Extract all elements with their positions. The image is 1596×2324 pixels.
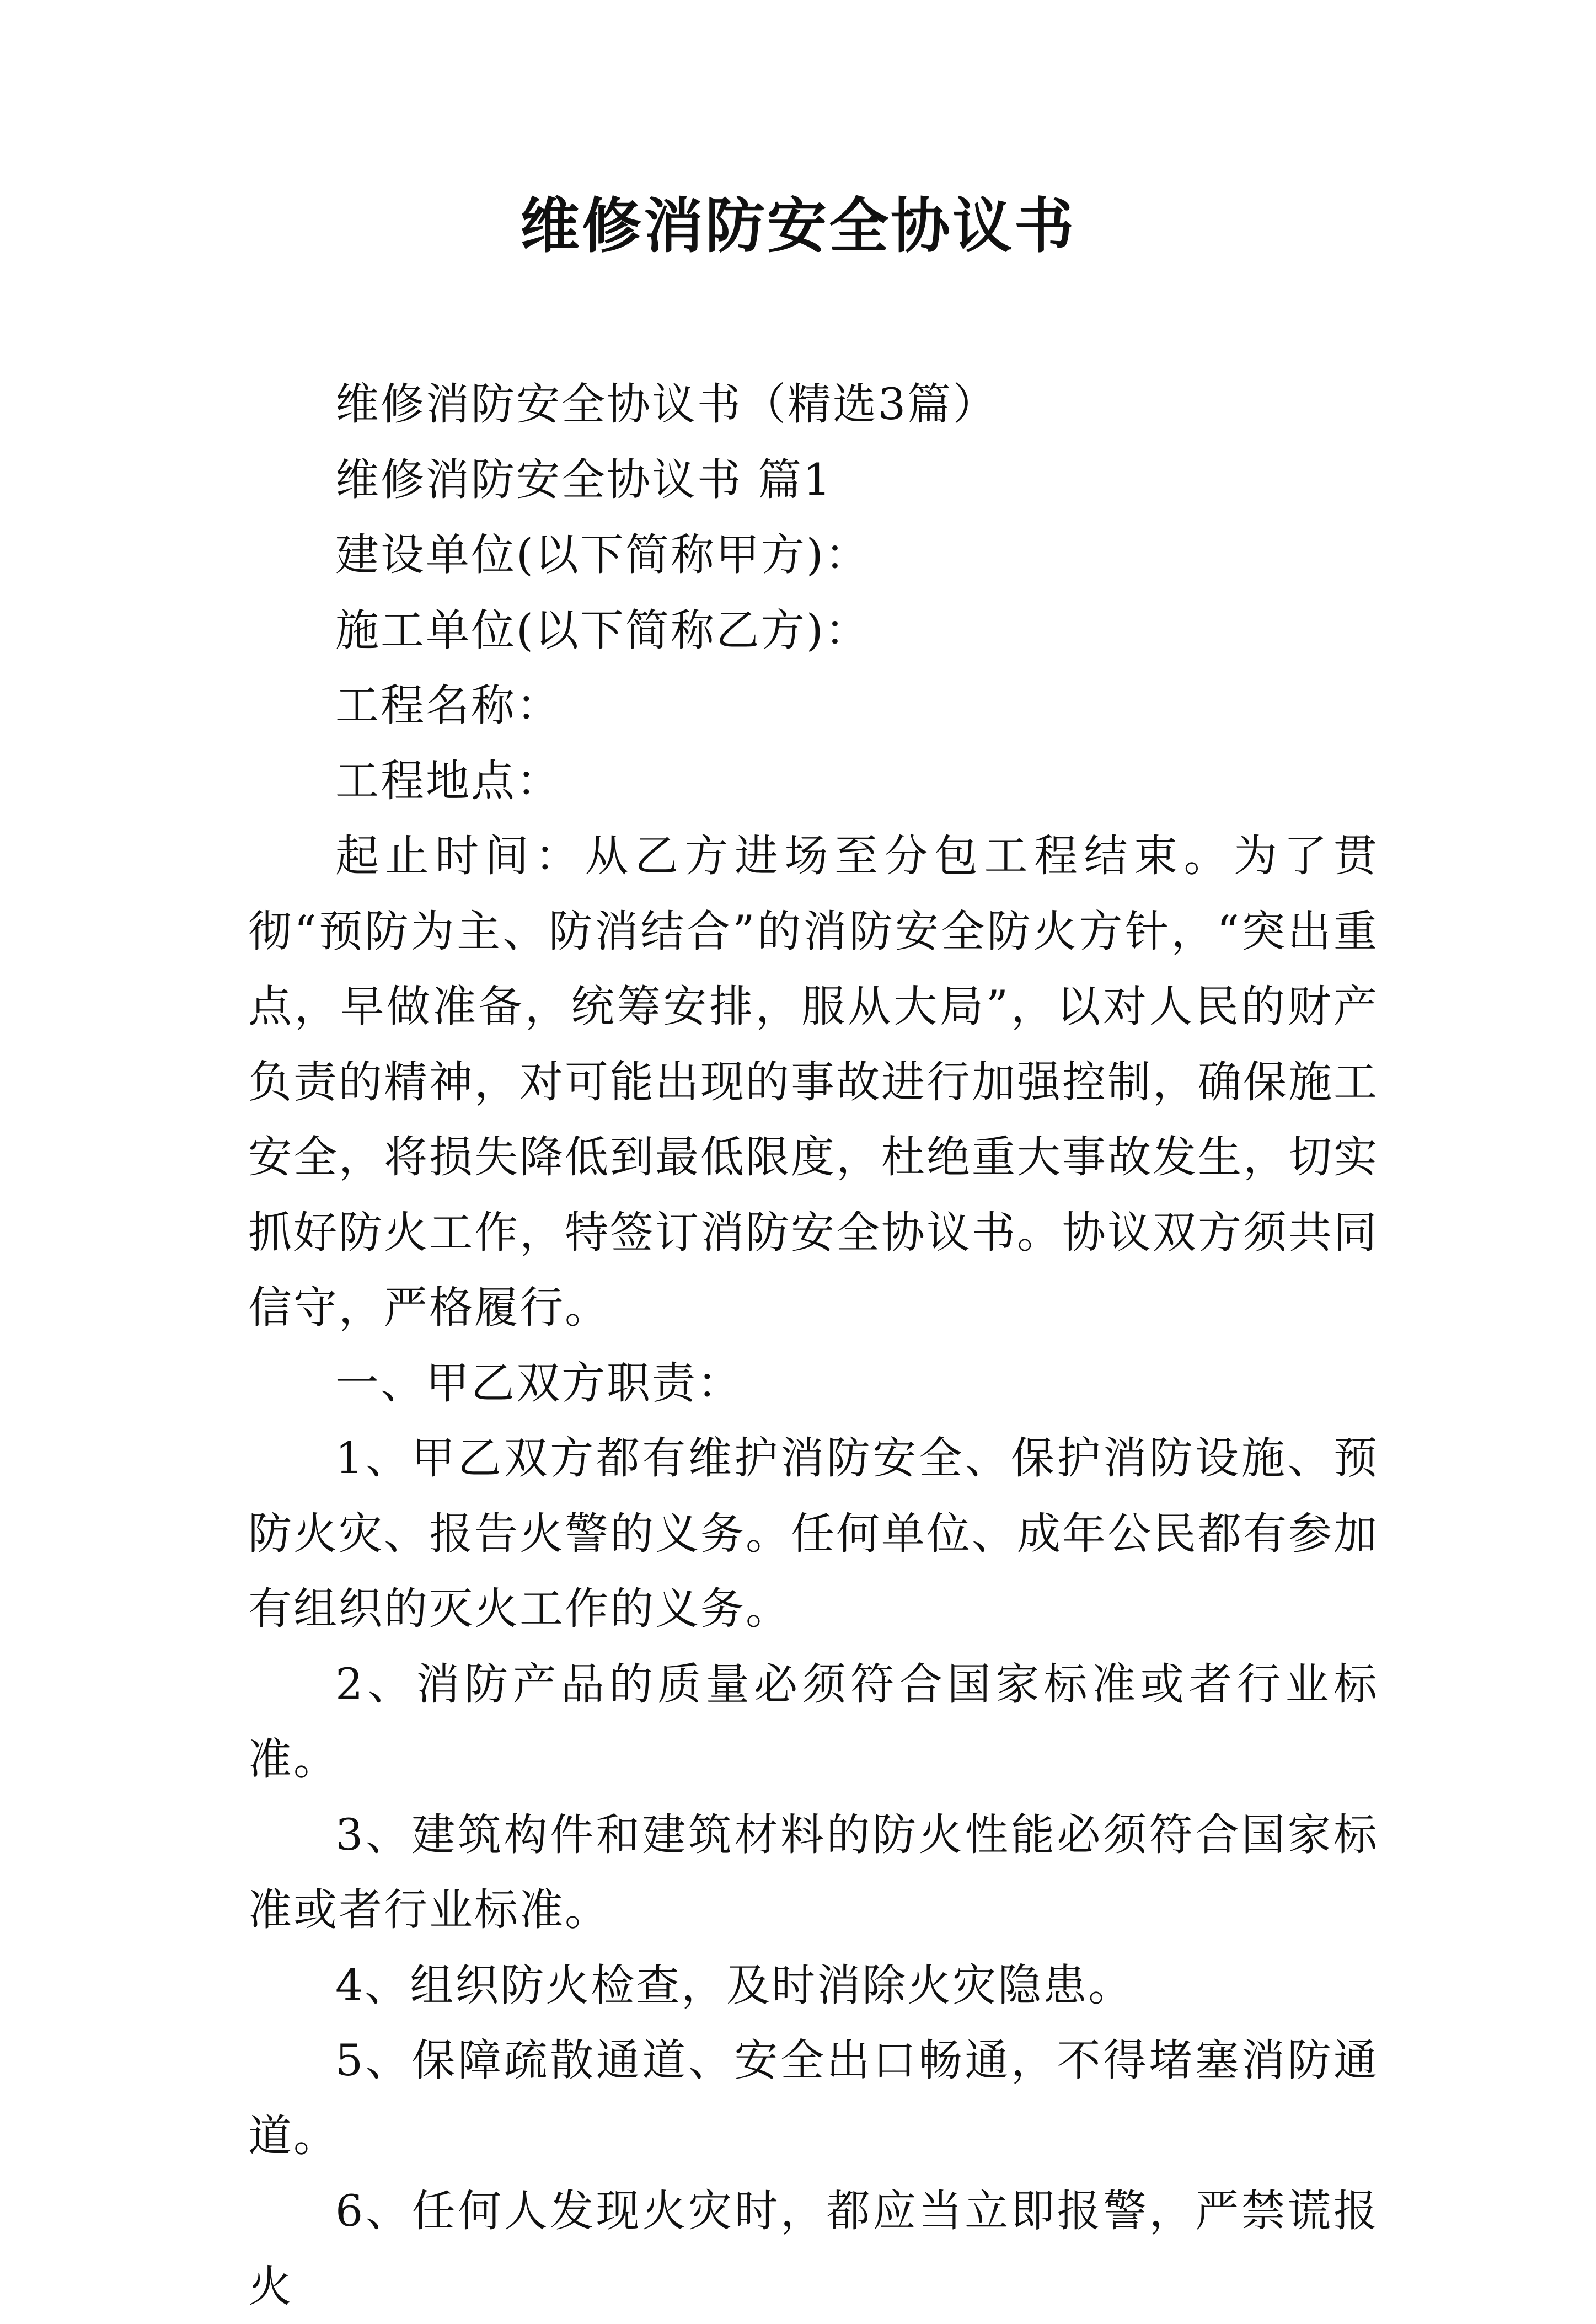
paragraph-party-b: 施工单位(以下简称乙方)： <box>335 604 870 656</box>
paragraph-duties-heading: 一、甲乙双方职责： <box>335 1357 742 1409</box>
paragraph-section-heading: 维修消防安全协议书 篇1 <box>335 454 833 505</box>
paragraph-item-4: 4、组织防火检查，及时消除火灾隐患。 <box>335 1959 1134 2011</box>
document-title: 维修消防安全协议书 <box>519 191 1076 261</box>
paragraph-item-1: 1、甲乙双方都有维护消防安全、保护消防设施、预防火灾、报告火警的义务。任何单位、成年公民都有参加有组织的灭火工作的义务。 <box>248 1433 1379 1634</box>
paragraph-party-a: 建设单位(以下简称甲方)： <box>335 529 870 580</box>
paragraph-subtitle: 维修消防安全协议书（精选3篇） <box>335 379 998 430</box>
document-body <box>248 367 1379 2324</box>
paragraph-item-3: 3、建筑构件和建筑材料的防火性能必须符合国家标准或者行业标准。 <box>248 1809 1379 1935</box>
paragraph-item-6: 6、任何人发现火灾时，都应当立即报警，严禁谎报火 <box>248 2186 1379 2312</box>
paragraph-duration: 起止时间：从乙方进场至分包工程结束。为了贯彻“预防为主、防消结合”的消防安全防火方针，“突出重点，早做准备，统筹安排，服从大局”，以对人民的财产负责的精神，对可能出现的事故进行加强控制，确保施工安全，将损失降低到最低限度，杜绝重大事故发生，切实抓好防火工作，特签订消防安全协议书。协议双方须共同信守，严格履行。 <box>248 831 1379 1333</box>
paragraph-project-name: 工程名称： <box>335 680 561 731</box>
paragraph-item-5: 5、保障疏散通道、安全出口畅通，不得堵塞消防通道。 <box>248 2035 1379 2161</box>
paragraph-project-location: 工程地点： <box>335 755 561 806</box>
paragraph-item-2: 2、消防产品的质量必须符合国家标准或者行业标准。 <box>248 1658 1379 1785</box>
